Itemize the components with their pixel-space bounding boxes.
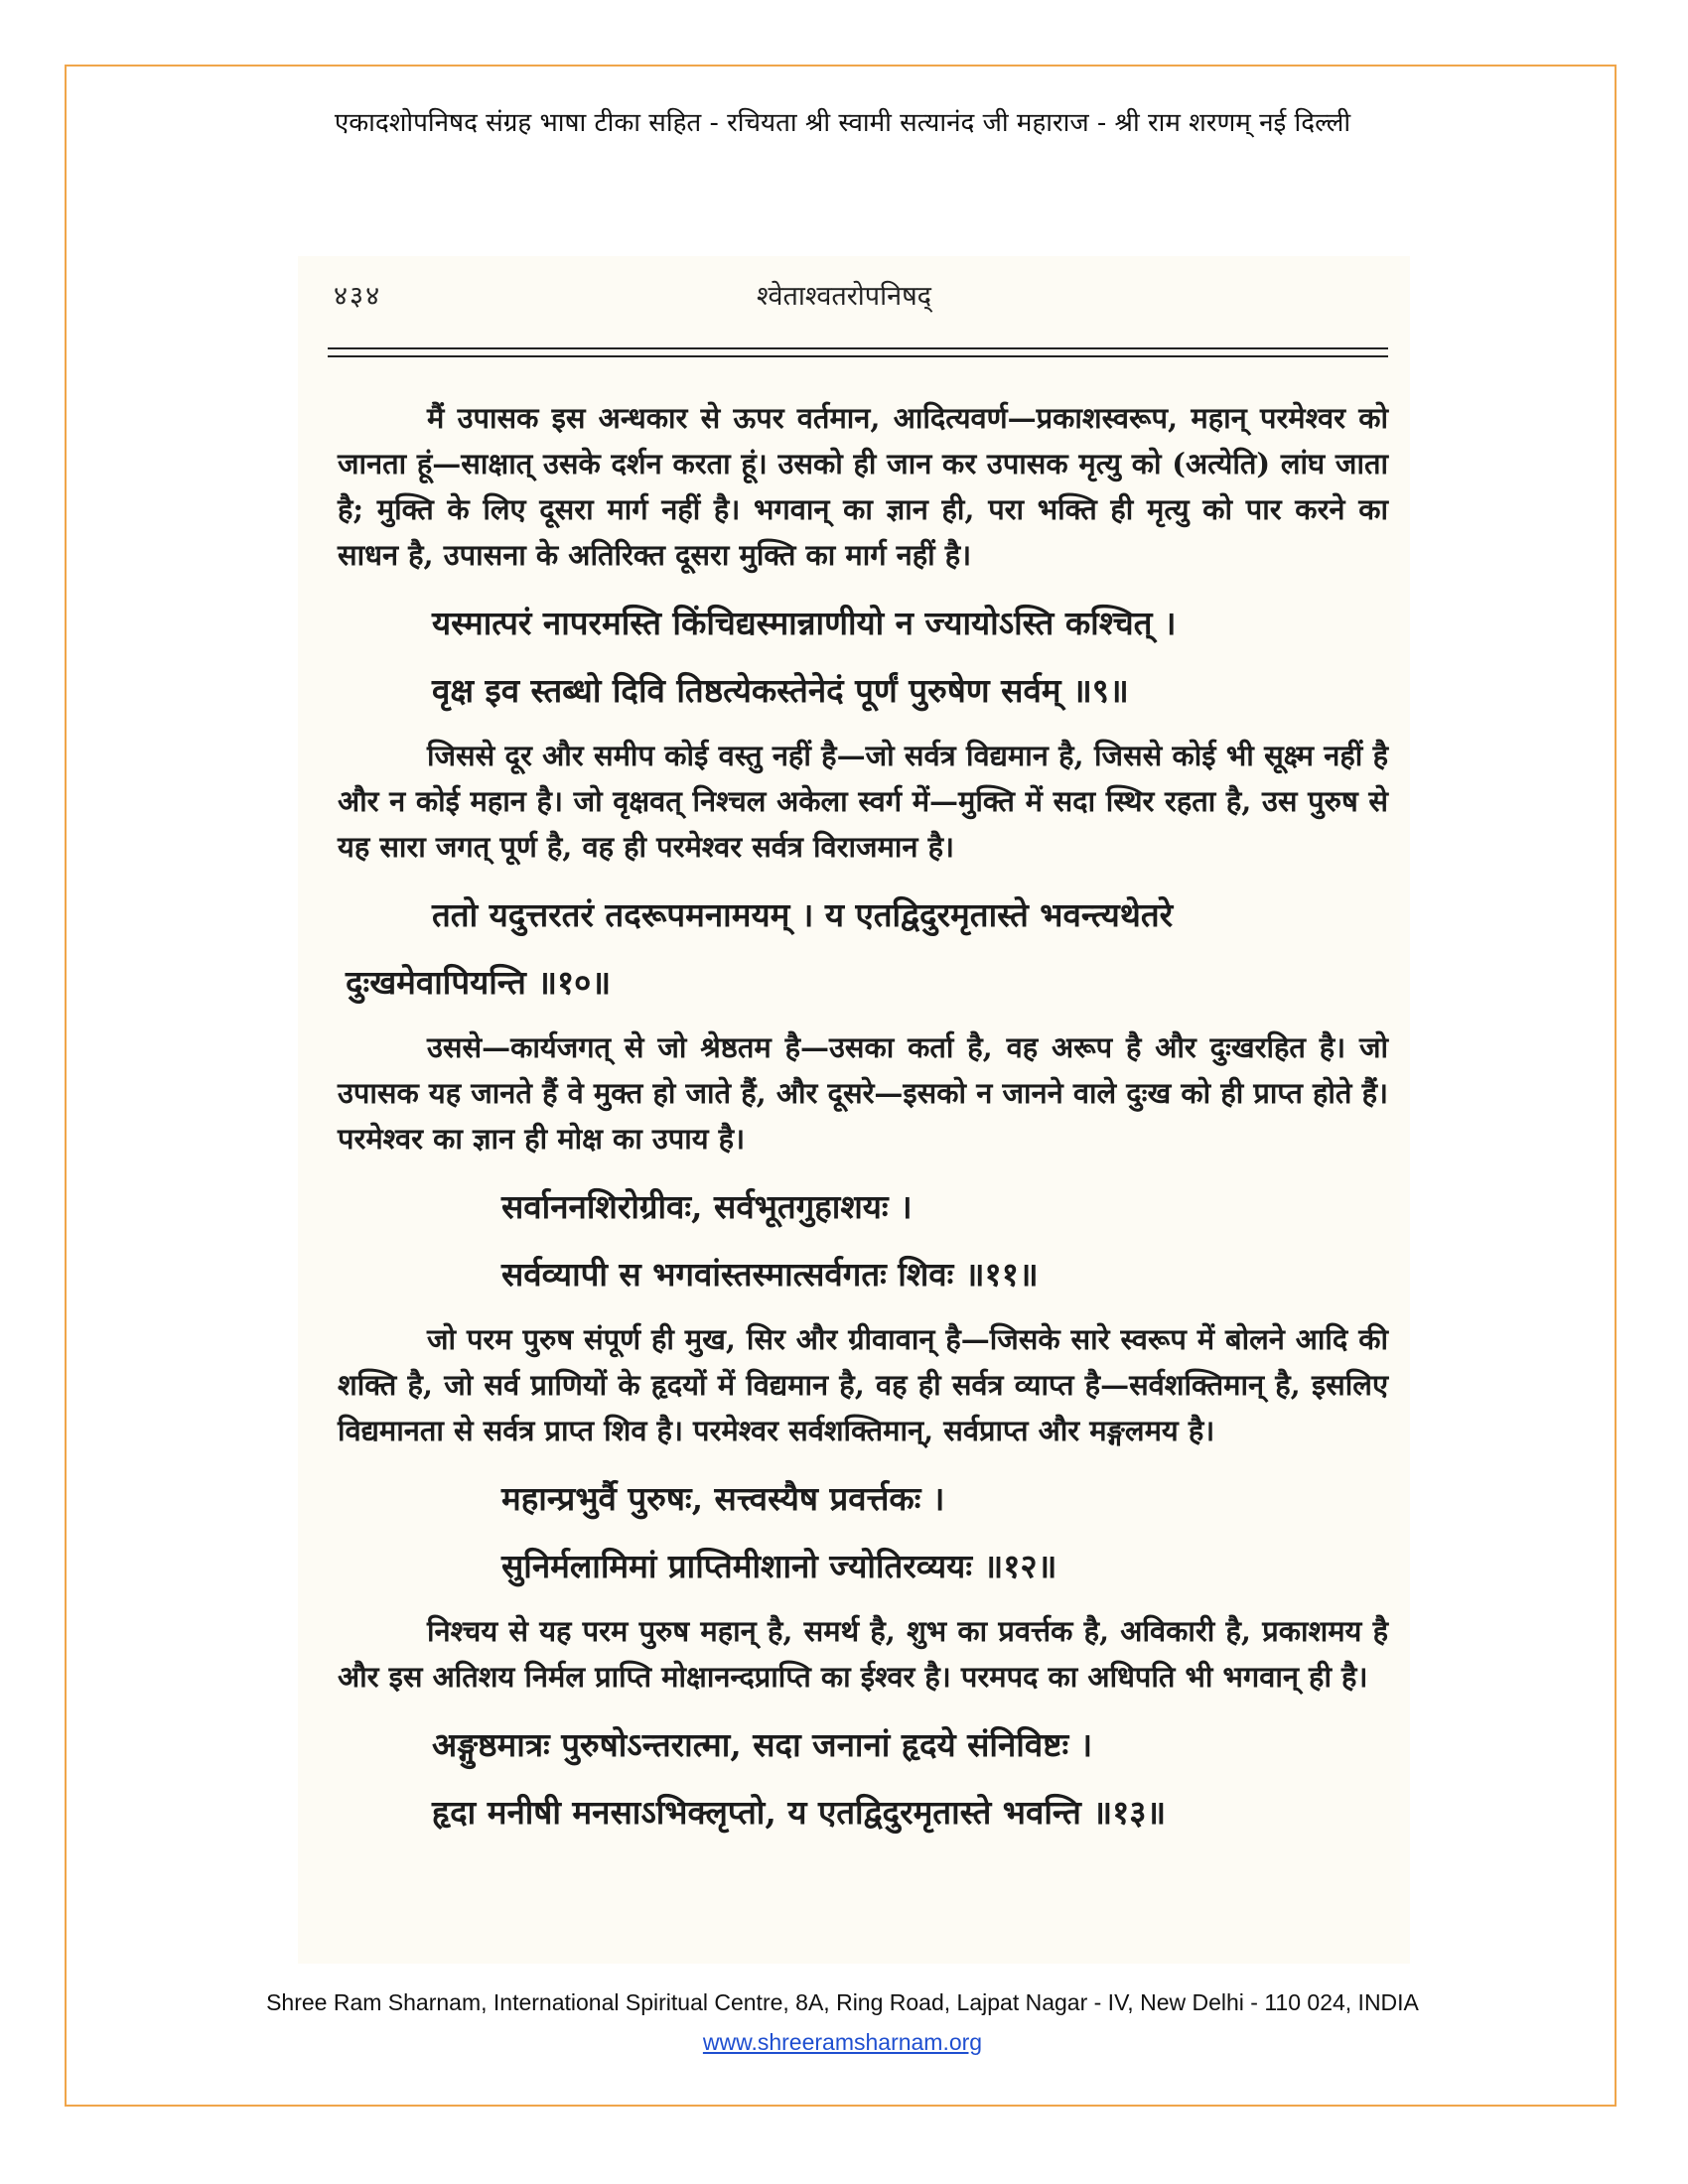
page-number: ४३४ — [334, 281, 382, 312]
header-rule-bottom — [328, 355, 1388, 357]
verse-line: अङ्गुष्ठमात्रः पुरुषोऽन्तरात्मा, सदा जनानां हृदये संनिविष्टः । — [432, 1725, 1093, 1764]
verse-line: ततो यदुत्तरतरं तदरूपमनामयम् । य एतद्विदुरमृतास्ते भवन्त्यथेतरे — [432, 895, 1174, 934]
verse-line: वृक्ष इव स्तब्धो दिवि तिष्ठत्येकस्तेनेदं पूर्णं पुरुषेण सर्वम् ॥९॥ — [432, 671, 1129, 710]
verse-line: सर्वव्यापी स भगवांस्तस्मात्सर्वगतः शिवः ॥११॥ — [501, 1255, 1039, 1294]
verse-line: सर्वाननशिरोग्रीवः, सर्वभूतगुहाशयः । — [501, 1187, 913, 1226]
verse-line: हृदा मनीषी मनसाऽभिक्लृप्तो, य एतद्विदुरमृतास्ते भवन्ति ॥१३॥ — [432, 1793, 1167, 1832]
verse-line: सुनिर्मलामिमां प्राप्तिमीशानो ज्योतिरव्ययः ॥१२॥ — [501, 1547, 1057, 1585]
commentary-paragraph: उससे—कार्यजगत् से जो श्रेष्ठतम है—उसका कर्ता है, वह अरूप है और दुःखरहित है। जो उपासक यह जानते हैं वे मुक्त हो जाते हैं, और दूसरे—इसको न जानने वाले दुःख को ही प्राप्त होते हैं। परमेश्वर का ज्ञान ही मोक्ष का उपाय है। — [338, 1030, 1388, 1156]
footer-address: Shree Ram Sharnam, International Spiritual Centre, 8A, Ring Road, Lajpat Nagar - IV, New Delhi - 110 024, INDIA — [266, 1989, 1419, 2015]
header-rule-top — [328, 347, 1388, 349]
verse-line: दुःखमेवापियन्ति ॥१०॥ — [346, 963, 612, 1002]
commentary-paragraph: जो परम पुरुष संपूर्ण ही मुख, सिर और ग्रीवावान् है—जिसके सारे स्वरूप में बोलने आदि की शक्ति है, जो सर्व प्राणियों के हृदयों में विद्यमान है, वह ही सर्वत्र व्याप्त है—सर्वशक्तिमान् है, इसलिए विद्यमानता से सर्वत्र प्राप्त शिव है। परमेश्वर सर्वशक्तिमान्, सर्वप्राप्त और मङ्गलमय है। — [338, 1322, 1388, 1447]
document-header: एकादशोपनिषद संग्रह भाषा टीका सहित - रचियता श्री स्वामी सत्यानंद जी महाराज - श्री राम शरणम् नई दिल्ली — [334, 108, 1351, 138]
commentary-paragraph: निश्चय से यह परम पुरुष महान् है, समर्थ है, शुभ का प्रवर्त्तक है, अविकारी है, प्रकाशमय है और इस अतिशय निर्मल प्राप्ति मोक्षानन्दप्राप्ति का ईश्वर है। परमपद का अधिपति भी भगवान् ही है। — [338, 1614, 1388, 1694]
verse-line: यस्मात्परं नापरमस्ति किंचिद्यस्मान्नाणीयो न ज्यायोऽस्ति कश्चित् । — [432, 604, 1177, 642]
commentary-paragraph: जिससे दूर और समीप कोई वस्तु नहीं है—जो सर्वत्र विद्यमान है, जिससे कोई भी सूक्ष्म नहीं है और न कोई महान है। जो वृक्षवत् निश्चल अकेला स्वर्ग में—मुक्ति में सदा स्थिर रहता है, उस पुरुष से यह सारा जगत् पूर्ण है, वह ही परमेश्वर सर्वत्र विराजमान है। — [338, 739, 1388, 864]
page-title: श्वेताश्वतरोपनिषद् — [756, 281, 932, 312]
verse-line: महान्प्रभुर्वै पुरुषः, सत्त्वस्यैष प्रवर्त्तकः । — [501, 1479, 945, 1518]
scan-page-header — [298, 270, 1390, 310]
scan-body — [338, 395, 1388, 1854]
website-link[interactable]: www.shreeramsharnam.org — [702, 2029, 983, 2055]
commentary-paragraph: मैं उपासक इस अन्धकार से ऊपर वर्तमान, आदित्यवर्ण—प्रकाशस्वरूप, महान् परमेश्वर को जानता हूं—साक्षात् उसके दर्शन करता हूं। उसको ही जान कर उपासक मृत्यु को (अत्येति) लांघ जाता है; मुक्ति के लिए दूसरा मार्ग नहीं है। भगवान् का ज्ञान ही, परा भक्ति ही मृत्यु को पार करने का साधन है, उपासना के अतिरिक्त दूसरा मुक्ति का मार्ग नहीं है। — [338, 401, 1388, 572]
